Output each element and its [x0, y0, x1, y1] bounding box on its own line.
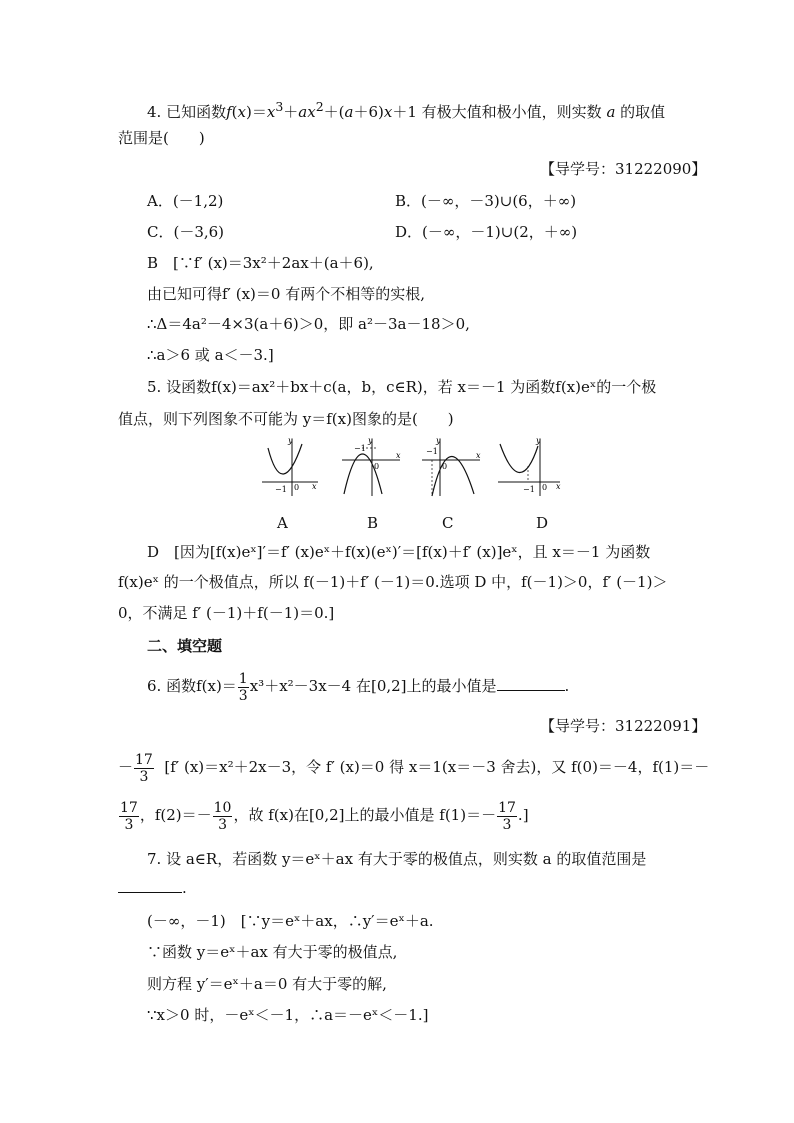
- q6-ans2-b: ，故 f(x)在[0,2]上的最小值是 f(1)＝－: [233, 806, 497, 824]
- q6-ans-den: 3: [139, 768, 149, 785]
- q5-answer-line3: 0，不满足 f′ (－1)＋f(－1)＝0.]: [118, 604, 335, 622]
- q5-answer-line1: D [因为[f(x)eˣ]′＝f′ (x)eˣ＋f(x)(eˣ)′＝[f(x)＋f′ (x)]eˣ，且 x＝－1 为函数: [147, 543, 651, 561]
- svg-text:y: y: [536, 436, 541, 445]
- q6-guide-number: 【导学号：31222091】: [540, 717, 707, 735]
- q6-frac-num: 1: [238, 670, 248, 687]
- q4-answer-line3: ∴Δ＝4a²－4×3(a＋6)＞0，即 a²－3a－18＞0,: [147, 315, 470, 333]
- graph-label-b: B: [367, 514, 379, 532]
- q4-option-a: A．(－1,2): [147, 192, 224, 210]
- svg-text:x: x: [396, 451, 401, 460]
- q6-ans2-den-a: 3: [124, 816, 134, 833]
- q4-stem-line2: 范围是( ): [118, 129, 205, 147]
- q6-ans-fraction: [134, 752, 154, 785]
- q6-answer-line2: [118, 796, 529, 834]
- section-heading: 二、填空题: [147, 637, 223, 655]
- svg-text:0: 0: [442, 462, 448, 471]
- q6-ans-fraction-2: [119, 800, 139, 833]
- q6-ans-fraction-3: [213, 800, 233, 833]
- q4-guide-number: 【导学号：31222090】: [540, 160, 707, 178]
- q7-stem-line1: 7. 设 a∈R，若函数 y＝eˣ＋ax 有大于零的极值点，则实数 a 的取值范围是: [147, 850, 647, 868]
- q4-stem-c: 的取值: [620, 103, 666, 121]
- graph-b: [338, 436, 408, 498]
- q6-ans2-num-b: 10: [213, 799, 232, 816]
- q4-stem-line1: 4. 已知函数$f(x)=x^3+ax^2+(a+6)x+1$ 有极大值和极小值，则实数 a 的取值: [147, 99, 666, 121]
- svg-text:0: 0: [294, 483, 300, 492]
- q7-answer-line2: ∵函数 y＝eˣ＋ax 有大于零的极值点,: [147, 943, 398, 961]
- svg-text:y: y: [436, 436, 441, 445]
- svg-text:−1: −1: [275, 485, 287, 494]
- q6-answer-blank: [497, 676, 565, 691]
- q6-stem: 6. 函数f(x)＝ $\frac{1}{3}$ x³＋x²－3x－4 在[0,2]上的最小值是 .: [147, 670, 570, 704]
- svg-text:y: y: [368, 436, 373, 445]
- q6-ans2-den-b: 3: [218, 816, 228, 833]
- q7-answer-blank: [118, 878, 182, 893]
- q6-ans2-num-a: 17: [120, 799, 138, 816]
- q6-ans2-a: ，f(2)＝－: [139, 806, 212, 824]
- q7-answer-line3: 则方程 y′＝eˣ＋a＝0 有大于零的解,: [147, 975, 387, 993]
- q5-stem-line2: 值点，则下列图象不可能为 y＝f(x)图象的是( ): [118, 410, 454, 428]
- q4-answer-line2: 由已知可得f′ (x)＝0 有两个不相等的实根,: [147, 285, 425, 303]
- q7-stem-line2: .: [118, 878, 187, 898]
- graph-c: [418, 436, 484, 498]
- svg-text:x: x: [476, 451, 481, 460]
- svg-text:x: x: [312, 482, 317, 491]
- q6-ans-num: 17: [135, 751, 153, 768]
- q6-ans-fraction-4: [497, 800, 517, 833]
- svg-text:0: 0: [374, 462, 380, 471]
- graph-label-c: C: [442, 514, 454, 532]
- q4-option-b: B．(－∞，－3)∪(6，＋∞): [395, 192, 577, 210]
- graph-label-a: A: [277, 514, 288, 532]
- q7-answer-line1: (－∞，－1) [∵y＝eˣ＋ax，∴y′＝eˣ＋a.: [147, 912, 434, 930]
- graph-a: [258, 436, 320, 498]
- q7-answer-line4: ∵x＞0 时，－eˣ＜－1，∴a＝－eˣ＜－1.]: [147, 1006, 429, 1024]
- svg-text:−1: −1: [523, 485, 535, 494]
- svg-text:−1: −1: [426, 447, 438, 456]
- svg-text:y: y: [288, 436, 293, 445]
- q6-stem-a: 6. 函数f(x)＝: [147, 677, 237, 695]
- q4-option-d: D．(－∞，－1)∪(2，＋∞): [395, 223, 578, 241]
- svg-text:−1: −1: [354, 444, 366, 453]
- q6-ans-sign: －: [118, 758, 134, 776]
- q6-stem-b: x³＋x²－3x－4 在[0,2]上的最小值是: [249, 677, 497, 695]
- svg-text:x: x: [556, 482, 561, 491]
- q6-fraction: [238, 671, 249, 704]
- q6-ans2-c: .]: [517, 806, 529, 824]
- q6-ans-text: [f′ (x)＝x²＋2x－3，令 f′ (x)＝0 得 x＝1(x＝－3 舍去)，又 f(0)＝－4，f(1)＝－: [164, 758, 710, 776]
- q6-ans2-num-c: 17: [498, 799, 516, 816]
- q4-option-c: C．(－3,6): [147, 223, 225, 241]
- q4-stem-b: 有极大值和极小值，则实数: [421, 103, 602, 121]
- q5-answer-line2: f(x)eˣ 的一个极值点，所以 f(－1)＋f′ (－1)＝0.选项 D 中，f(－1)＞0，f′ (－1)＞: [118, 573, 668, 591]
- q6-frac-den: 3: [238, 687, 248, 704]
- q6-answer-line1: [118, 748, 709, 786]
- q5-stem-line1: 5. 设函数f(x)＝ax²＋bx＋c(a，b，c∈R)，若 x＝－1 为函数f(x)eˣ的一个极: [147, 378, 657, 396]
- q6-ans2-den-c: 3: [502, 816, 512, 833]
- graph-label-d: D: [536, 514, 549, 532]
- q4-stem-a: 4. 已知函数: [147, 103, 227, 121]
- q4-answer-line4: ∴a＞6 或 a＜－3.]: [147, 346, 274, 364]
- svg-text:0: 0: [542, 483, 548, 492]
- graph-d: [494, 436, 564, 498]
- q4-answer-line1: B [∵f′ (x)＝3x²＋2ax＋(a＋6),: [147, 254, 374, 272]
